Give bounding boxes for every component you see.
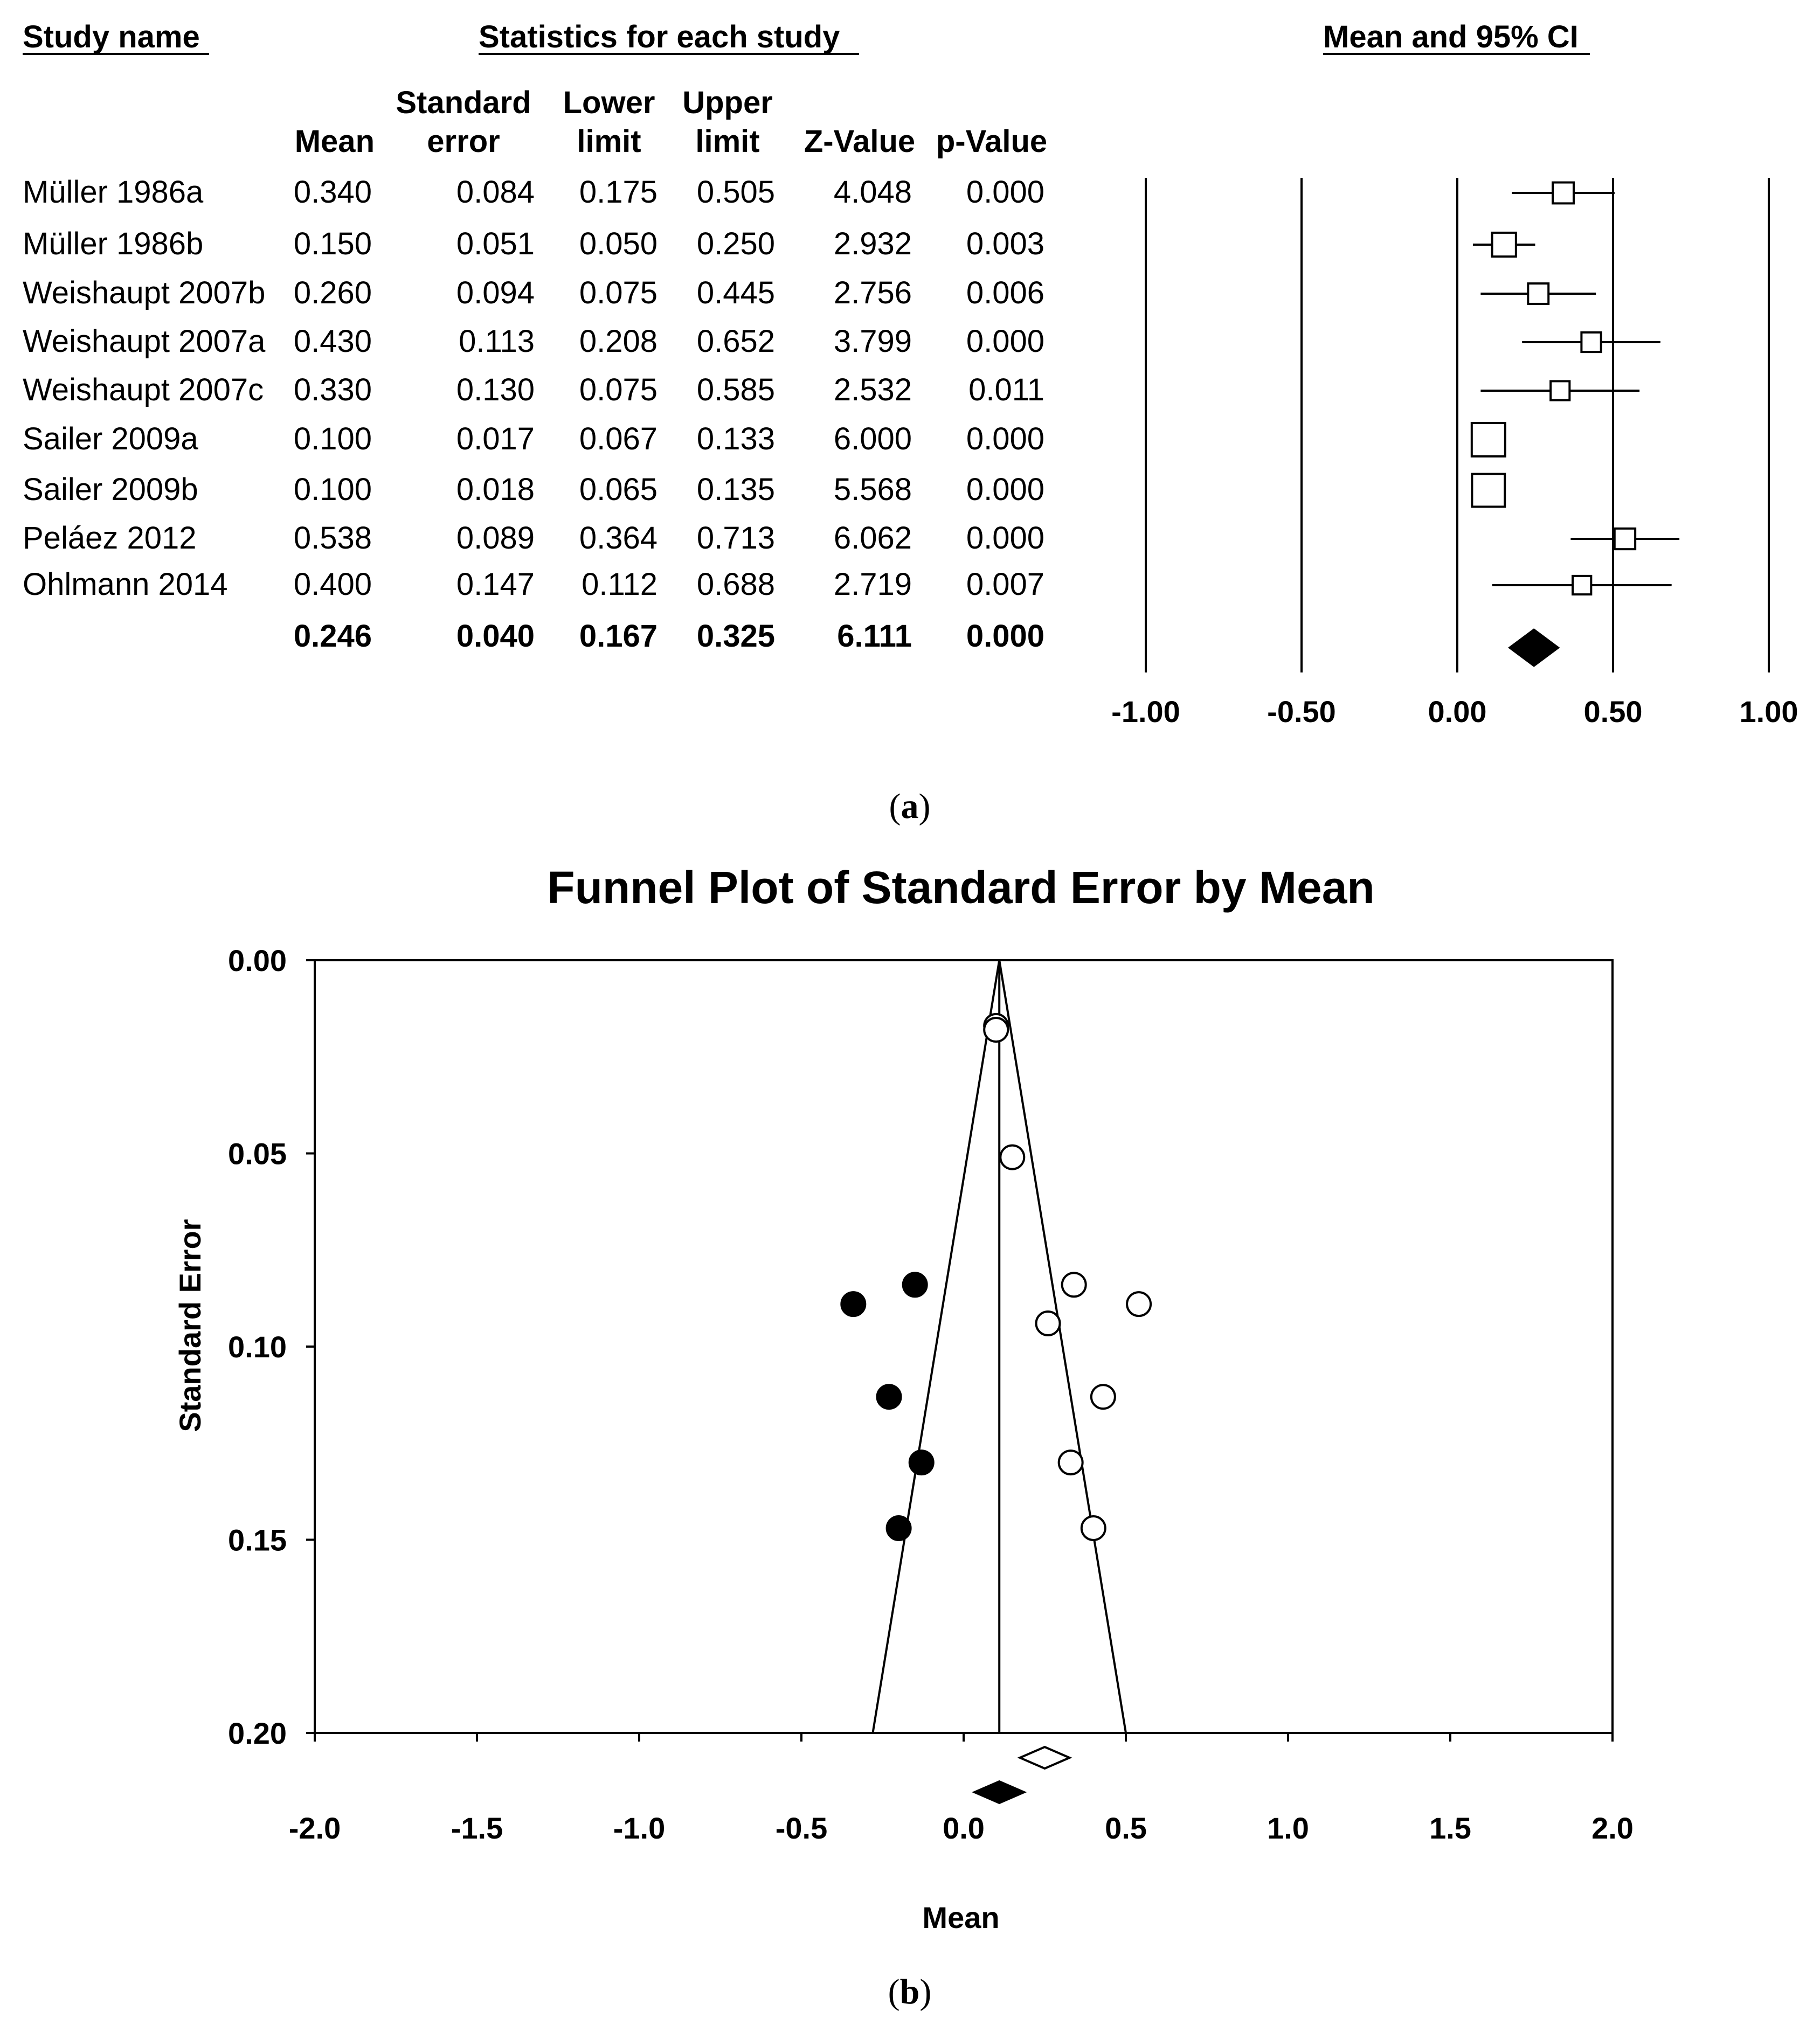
funnel-x-tick-label: 0.5 — [1105, 1811, 1147, 1845]
table-row — [23, 521, 1044, 556]
imputed-study-point — [841, 1292, 865, 1316]
cell-se: 0.147 — [456, 567, 535, 602]
forest-study-marker — [1615, 529, 1635, 549]
cell-z: 3.799 — [833, 324, 912, 359]
cell-lower: 0.065 — [579, 472, 658, 507]
funnel-x-tick-label: 1.0 — [1267, 1811, 1309, 1845]
cell-lower: 0.075 — [579, 275, 658, 310]
forest-study-marker — [1553, 183, 1574, 204]
cell-p: 0.000 — [966, 421, 1044, 456]
funnel-y-tick-label: 0.20 — [228, 1716, 287, 1750]
table-row — [23, 372, 1044, 407]
forest-table-header — [23, 19, 1590, 159]
observed-study-point — [1036, 1312, 1060, 1335]
summary-cell-z: 6.111 — [837, 619, 912, 654]
funnel-y-tick-label: 0.15 — [228, 1523, 287, 1557]
caption-a: (a) — [889, 787, 931, 826]
cell-lower: 0.112 — [582, 567, 658, 602]
cell-p: 0.007 — [966, 567, 1044, 602]
forest-study-marker — [1472, 423, 1505, 456]
cell-se: 0.018 — [456, 472, 535, 507]
cell-mean: 0.400 — [293, 567, 372, 602]
cell-upper: 0.585 — [696, 372, 775, 407]
cell-upper: 0.250 — [696, 226, 775, 261]
funnel-x-tick-label: 0.0 — [943, 1811, 985, 1845]
funnel-x-tick-label: -1.0 — [613, 1811, 666, 1845]
cell-z: 2.719 — [833, 567, 912, 602]
forest-study-marker — [1551, 381, 1569, 400]
cell-p: 0.000 — [966, 472, 1044, 507]
cell-z: 6.062 — [833, 521, 912, 556]
cell-mean: 0.100 — [293, 421, 372, 456]
cell-upper: 0.445 — [696, 275, 775, 310]
cell-study: Müller 1986a — [23, 175, 204, 210]
cell-mean: 0.330 — [293, 372, 372, 407]
forest-table-body — [23, 175, 1044, 654]
cell-upper: 0.652 — [696, 324, 775, 359]
summary-cell-se: 0.040 — [456, 619, 535, 654]
cell-lower: 0.075 — [579, 372, 658, 407]
funnel-x-tick-label: -1.5 — [451, 1811, 503, 1845]
observed-study-point — [1127, 1292, 1151, 1316]
funnel-y-tick-label: 0.00 — [228, 944, 287, 977]
forest-x-tick-label: -0.50 — [1267, 695, 1336, 729]
cell-lower: 0.050 — [579, 226, 658, 261]
cell-p: 0.011 — [968, 372, 1044, 407]
summary-cell-p: 0.000 — [966, 619, 1044, 654]
forest-study-marker — [1472, 474, 1505, 507]
observed-study-point — [984, 1018, 1008, 1042]
cell-lower: 0.067 — [579, 421, 658, 456]
cell-upper: 0.505 — [696, 175, 775, 210]
table-row — [23, 324, 1044, 359]
funnel-x-tick-label: -2.0 — [288, 1811, 341, 1845]
cell-se: 0.113 — [459, 324, 535, 359]
cell-p: 0.000 — [966, 324, 1044, 359]
table-row — [23, 472, 1044, 507]
cell-se: 0.084 — [456, 175, 535, 210]
upper-header-top: Upper — [682, 85, 773, 120]
funnel-y-tick-label: 0.05 — [228, 1136, 287, 1171]
observed-study-point — [1062, 1273, 1086, 1296]
imputed-study-point — [903, 1273, 927, 1296]
cell-mean: 0.538 — [293, 521, 372, 556]
observed-study-point — [1000, 1146, 1024, 1169]
imputed-study-point — [887, 1516, 911, 1540]
funnel-x-tick-label: 1.5 — [1429, 1811, 1471, 1845]
cell-z: 2.932 — [833, 226, 912, 261]
forest-x-tick-label: 1.00 — [1739, 695, 1798, 729]
cell-se: 0.017 — [456, 421, 535, 456]
cell-p: 0.000 — [966, 521, 1044, 556]
table-row — [23, 567, 1044, 602]
p-header: p-Value — [936, 124, 1048, 159]
cell-mean: 0.340 — [293, 175, 372, 210]
upper-header-bottom: limit — [695, 124, 760, 159]
forest-summary-diamond — [1510, 629, 1559, 666]
cell-study: Peláez 2012 — [23, 521, 197, 556]
forest-x-tick-label: 0.00 — [1428, 695, 1487, 729]
cell-lower: 0.364 — [579, 521, 658, 556]
forest-study-marker — [1573, 576, 1591, 594]
observed-study-point — [1082, 1516, 1105, 1540]
cell-z: 2.756 — [833, 275, 912, 310]
observed-study-point — [1059, 1451, 1083, 1474]
forest-x-tick-label: -1.00 — [1111, 695, 1180, 729]
cell-p: 0.000 — [966, 175, 1044, 210]
se-header-top: Standard — [396, 85, 531, 120]
study-name-header: Study name — [23, 19, 200, 54]
cell-study: Sailer 2009a — [23, 421, 198, 456]
forest-x-tick-label: 0.50 — [1583, 695, 1643, 729]
funnel-y-axis-label: Standard Error — [173, 1219, 207, 1432]
cell-p: 0.006 — [966, 275, 1044, 310]
cell-upper: 0.133 — [696, 421, 775, 456]
table-row — [23, 421, 1044, 456]
cell-mean: 0.150 — [293, 226, 372, 261]
observed-summary-diamond — [1020, 1747, 1070, 1768]
cell-z: 5.568 — [833, 472, 912, 507]
lower-header-top: Lower — [563, 85, 655, 120]
cell-study: Weishaupt 2007a — [23, 324, 266, 359]
cell-study: Ohlmann 2014 — [23, 567, 228, 602]
forest-study-marker — [1492, 233, 1516, 256]
funnel-x-axis-label: Mean — [922, 1901, 1000, 1934]
summary-cell-mean: 0.246 — [293, 619, 372, 654]
summary-cell-lower: 0.167 — [579, 619, 658, 654]
cell-study: Weishaupt 2007c — [23, 372, 264, 407]
stats-group-header: Statistics for each study — [479, 19, 840, 54]
summary-row — [294, 619, 1044, 654]
cell-mean: 0.260 — [293, 275, 372, 310]
cell-se: 0.130 — [456, 372, 535, 407]
z-header: Z-Value — [804, 124, 916, 159]
cell-se: 0.094 — [456, 275, 535, 310]
cell-z: 6.000 — [833, 421, 912, 456]
funnel-x-tick-label: 2.0 — [1591, 1811, 1634, 1845]
cell-study: Müller 1986b — [23, 226, 204, 261]
funnel-right-limit — [999, 960, 1126, 1733]
ci-group-header: Mean and 95% CI — [1323, 19, 1579, 54]
cell-upper: 0.135 — [696, 472, 775, 507]
funnel-plot — [228, 944, 1634, 1845]
funnel-frame — [315, 960, 1613, 1733]
imputed-study-point — [877, 1385, 901, 1409]
cell-z: 4.048 — [833, 175, 912, 210]
forest-study-marker — [1528, 283, 1548, 304]
table-row — [23, 226, 1044, 261]
lower-header-bottom: limit — [577, 124, 641, 159]
funnel-left-limit — [873, 960, 999, 1733]
cell-study: Sailer 2009b — [23, 472, 198, 507]
cell-lower: 0.175 — [579, 175, 658, 210]
imputed-study-point — [910, 1451, 933, 1474]
cell-p: 0.003 — [966, 226, 1044, 261]
cell-se: 0.089 — [456, 521, 535, 556]
table-row — [23, 275, 1044, 310]
cell-upper: 0.688 — [696, 567, 775, 602]
cell-se: 0.051 — [456, 226, 535, 261]
se-header-bottom: error — [427, 124, 500, 159]
table-row — [23, 175, 1044, 210]
adjusted-summary-diamond — [974, 1781, 1024, 1803]
cell-mean: 0.100 — [293, 472, 372, 507]
caption-b: (b) — [888, 1972, 932, 2012]
funnel-title: Funnel Plot of Standard Error by Mean — [547, 862, 1375, 913]
cell-mean: 0.430 — [293, 324, 372, 359]
cell-study: Weishaupt 2007b — [23, 275, 266, 310]
observed-study-point — [1091, 1385, 1115, 1409]
cell-lower: 0.208 — [579, 324, 658, 359]
forest-study-marker — [1581, 332, 1601, 352]
forest-plot — [1111, 178, 1798, 729]
cell-upper: 0.713 — [696, 521, 775, 556]
funnel-x-tick-label: -0.5 — [775, 1811, 828, 1845]
cell-z: 2.532 — [833, 372, 912, 407]
mean-header: Mean — [294, 124, 375, 159]
summary-cell-upper: 0.325 — [696, 619, 775, 654]
funnel-y-tick-label: 0.10 — [228, 1330, 287, 1364]
